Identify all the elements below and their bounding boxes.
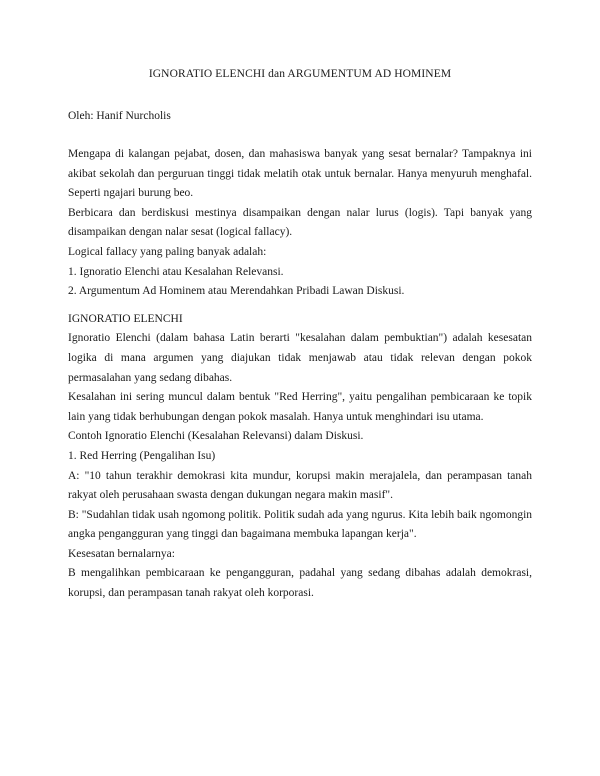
- paragraph-fallacy-list-intro: Logical fallacy yang paling banyak adalah:: [68, 245, 267, 258]
- spacer: [68, 302, 532, 310]
- paragraph-fallacy-label: Kesesatan bernalarnya:: [68, 547, 175, 560]
- paragraph-example-heading: Contoh Ignoratio Elenchi (Kesalahan Relevansi) dalam Diskusi.: [68, 430, 364, 443]
- paragraph-definition: Ignoratio Elenchi (dalam bahasa Latin berarti "kesalahan dalam pembuktian") adalah kesesatan logika di mana argumen yang diajukan tidak menjawab atau tidak relevan dengan pokok permasalahan yang sedang dibahas.: [68, 332, 532, 384]
- list-item-2: 2. Argumentum Ad Hominem atau Merendahkan Pribadi Lawan Diskusi.: [68, 285, 405, 298]
- document-body: [68, 145, 532, 604]
- paragraph-red-herring: Kesalahan ini sering muncul dalam bentuk "Red Herring", yaitu pengalihan pembicaraan ke topik lain yang tidak berhubungan dengan pokok masalah. Hanya untuk menghindari isu utama.: [68, 391, 532, 423]
- paragraph-conclusion: B mengalihkan pembicaraan ke pengangguran, padahal yang sedang dibahas adalah demokrasi, korupsi, dan perampasan tanah rakyat oleh korporasi.: [68, 567, 532, 600]
- list-item-1: 1. Ignoratio Elenchi atau Kesalahan Relevansi.: [68, 265, 284, 278]
- dialogue-b: B: "Sudahlan tidak usah ngomong politik. Politik sudah ada yang ngurus. Kita lebih baik ngomongin angka pengangguran yang tinggi dan bagaimana membuka lapangan kerja".: [68, 508, 533, 541]
- dialogue-a: A: "10 tahun terakhir demokrasi kita mundur, korupsi makin merajalela, dan perampasan tanah rakyat oleh perusahaan swasta dengan dukungan negara makin masif".: [68, 469, 532, 502]
- document-title: IGNORATIO ELENCHI dan ARGUMENTUM AD HOMINEM: [148, 68, 452, 80]
- author-line: Oleh: Hanif Nurcholis: [68, 110, 171, 122]
- paragraph-intro: Mengapa di kalangan pejabat, dosen, dan mahasiswa banyak yang sesat bernalar? Tampaknya ini akibat sekolah dan perguruan tinggi tidak melatih otak untuk bernalar. Hanya menyuruh menghafal. Seperti ngajari burung beo.: [68, 148, 532, 200]
- section-heading: IGNORATIO ELENCHI: [68, 312, 183, 325]
- paragraph-example-title: 1. Red Herring (Pengalihan Isu): [68, 449, 216, 462]
- paragraph-logic: Berbicara dan berdiskusi mestinya disampaikan dengan nalar lurus (logis). Tapi banyak yang disampaikan dengan nalar sesat (logical fallacy).: [68, 206, 532, 239]
